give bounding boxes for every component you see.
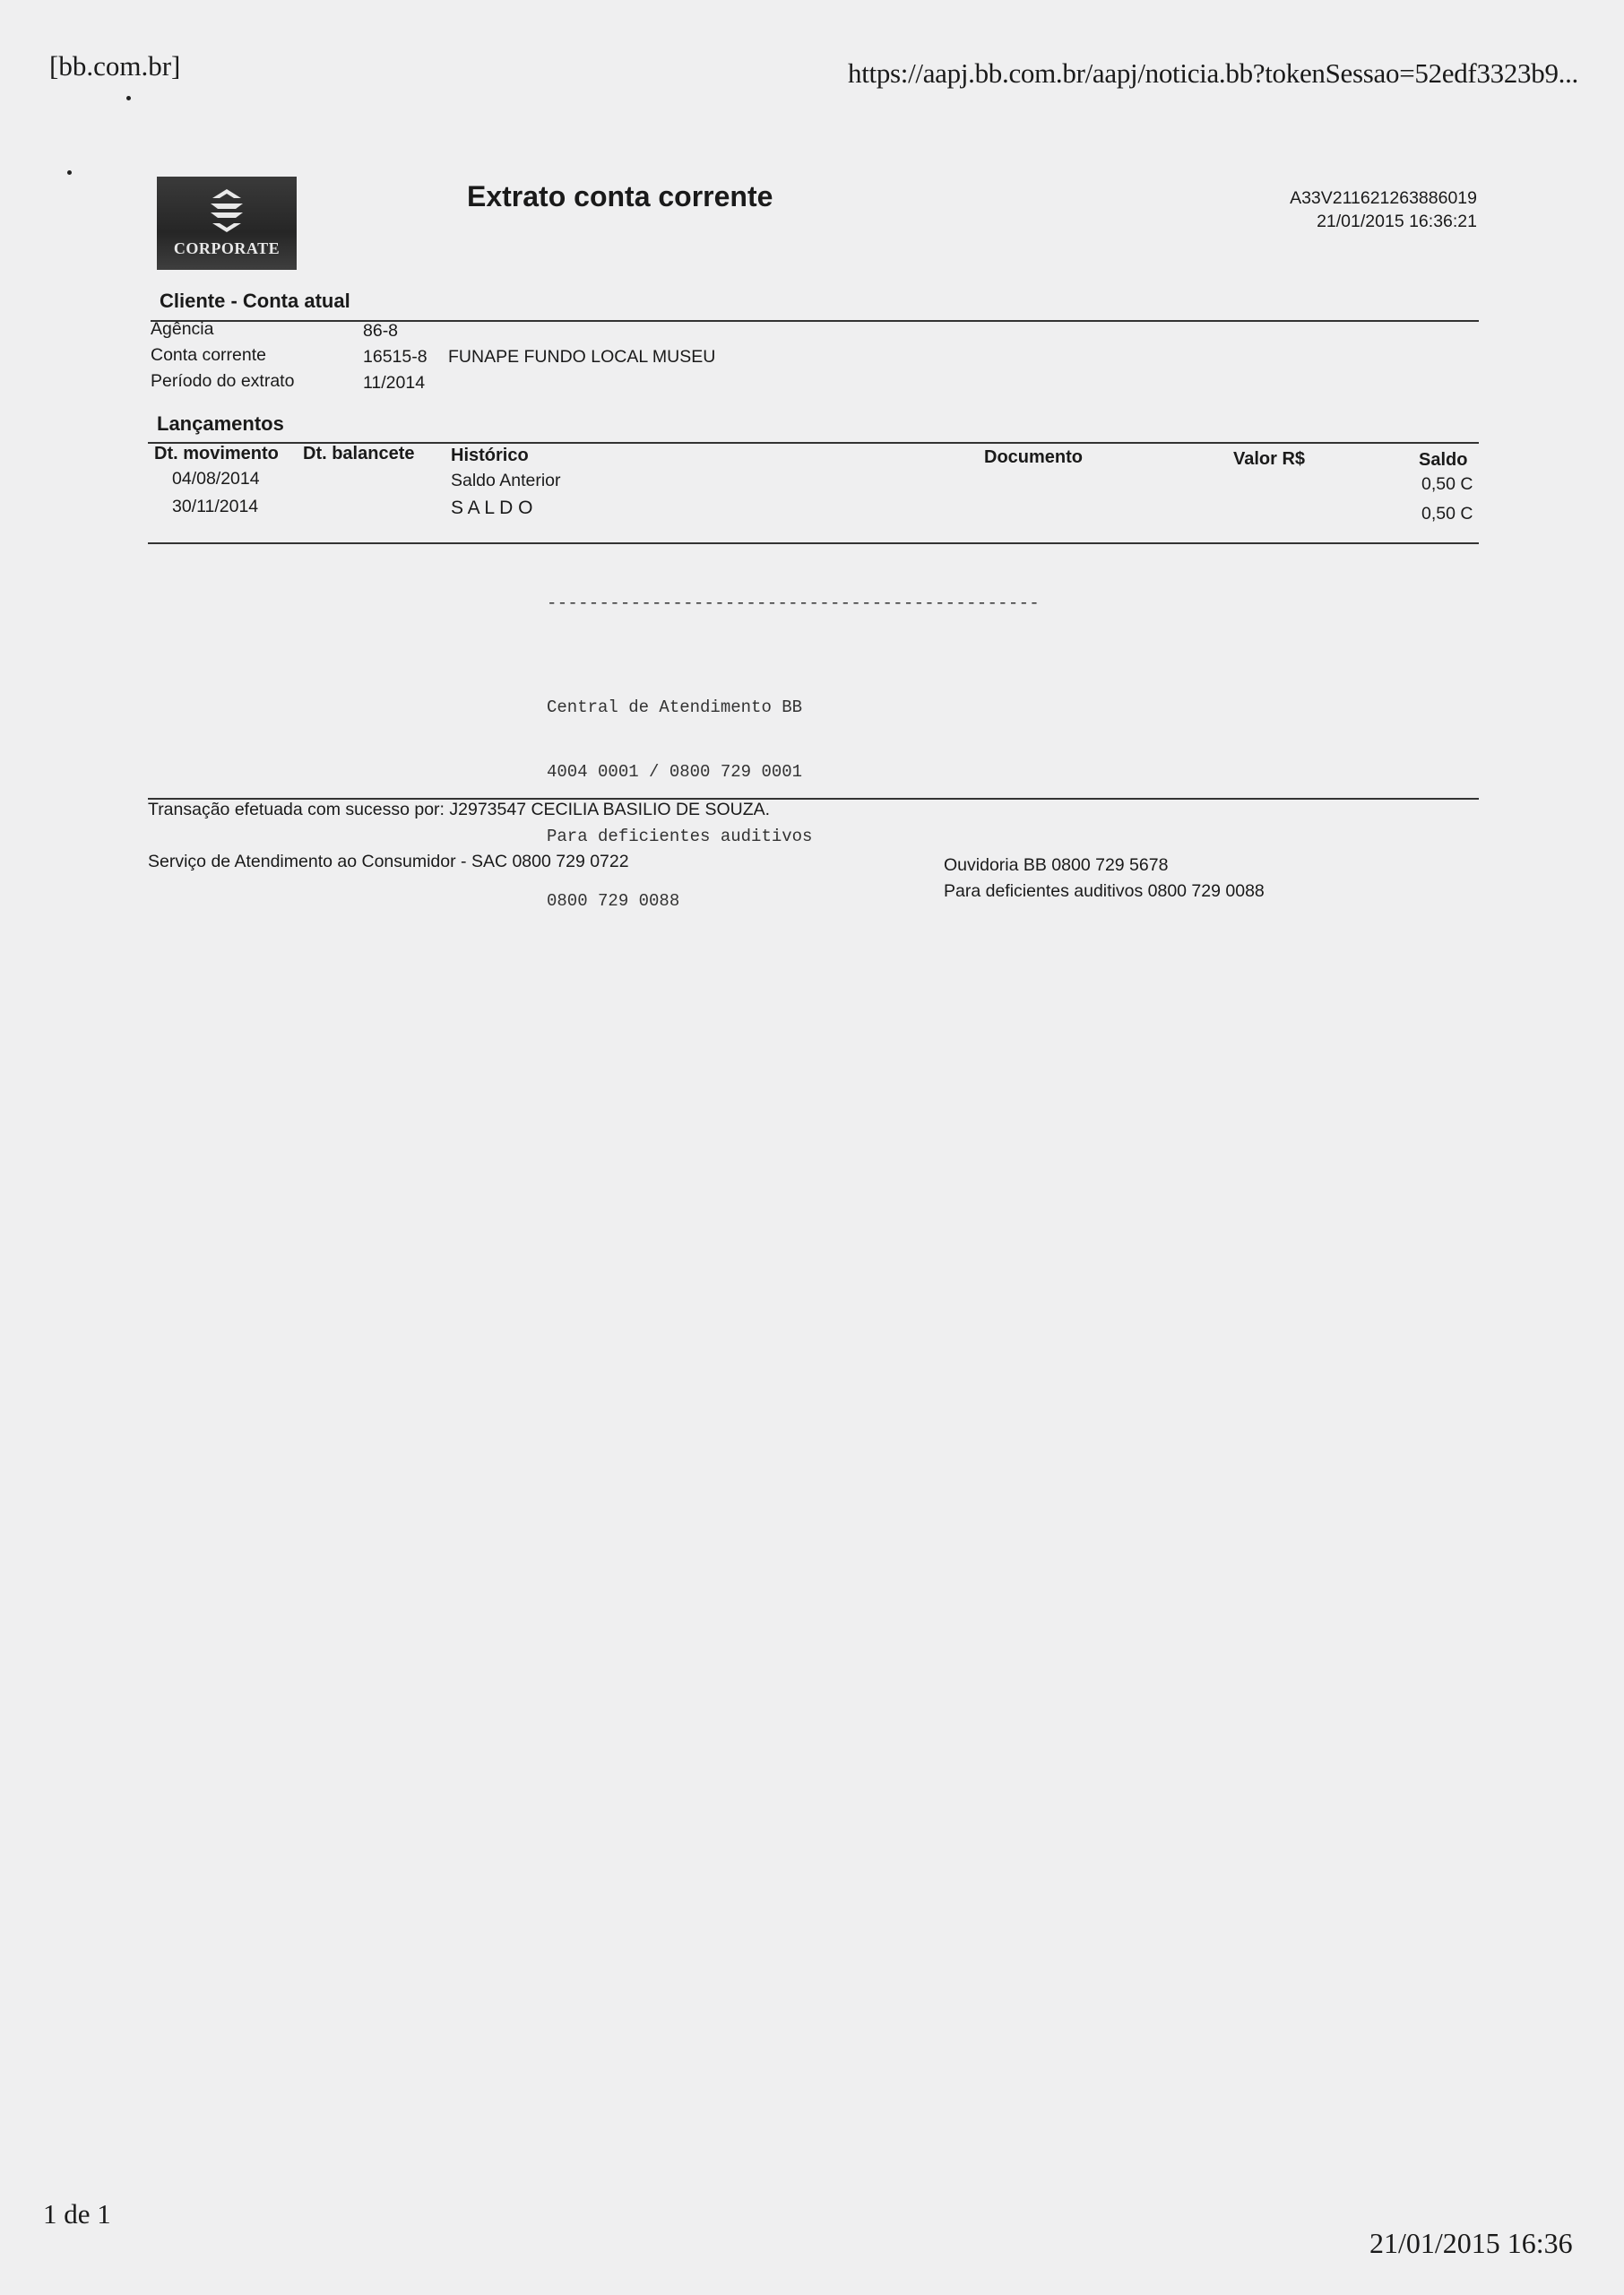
dashed-separator: ----------------------------------------------- [547, 593, 1040, 613]
page-title: Extrato conta corrente [467, 180, 773, 212]
entry-saldo: 0,50 C [1421, 504, 1473, 524]
bb-corporate-logo [157, 177, 297, 270]
scan-speck [67, 170, 72, 175]
client-section-title: Cliente - Conta atual [160, 290, 350, 312]
document-id: A33V211621263886019 [1290, 188, 1477, 208]
document-datetime: 21/01/2015 16:36:21 [1317, 212, 1477, 231]
client-value-conta: 16515-8 [363, 347, 428, 367]
sac-contact: Serviço de Atendimento ao Consumidor - SAC 0800 729 0722 [148, 852, 629, 871]
client-account-name: FUNAPE FUNDO LOCAL MUSEU [448, 347, 716, 367]
divider [148, 542, 1479, 544]
browser-url[interactable]: https://aapj.bb.com.br/aapj/noticia.bb?tokenSessao=52edf3323b9... [848, 57, 1579, 89]
column-header-saldo: Saldo [1419, 450, 1468, 470]
divider [151, 320, 1479, 322]
column-header-dt-movimento: Dt. movimento [154, 444, 279, 463]
entries-section-title: Lançamentos [157, 412, 284, 435]
page-counter: 1 de 1 [43, 2198, 111, 2230]
central-line: Para deficientes auditivos [547, 827, 813, 846]
client-label-periodo: Período do extrato [151, 371, 295, 391]
column-header-dt-balancete: Dt. balancete [303, 444, 415, 463]
entry-saldo: 0,50 C [1421, 474, 1473, 494]
entry-historico: S A L D O [451, 498, 533, 518]
deficientes-contact: Para deficientes auditivos 0800 729 0088 [944, 881, 1265, 901]
entry-dt-movimento: 04/08/2014 [172, 469, 260, 489]
print-datetime: 21/01/2015 16:36 [1369, 2227, 1573, 2259]
scan-speck [126, 96, 131, 100]
entry-historico: Saldo Anterior [451, 471, 561, 490]
document-id-block [1075, 186, 1477, 233]
logo-label: CORPORATE [173, 239, 281, 257]
transaction-confirmation: Transação efetuada com sucesso por: J2973547 CECILIA BASILIO DE SOUZA. [148, 800, 771, 819]
entry-dt-movimento: 30/11/2014 [172, 497, 259, 516]
central-atendimento-block [547, 654, 812, 933]
column-header-valor: Valor R$ [1233, 449, 1306, 469]
central-line: Central de Atendimento BB [547, 697, 803, 717]
bb-logo-icon [202, 186, 252, 236]
central-line: 0800 729 0088 [547, 891, 680, 911]
browser-site-label: [bb.com.br] [49, 50, 181, 82]
client-value-agencia: 86-8 [363, 321, 399, 341]
client-label-agencia: Agência [151, 319, 214, 339]
client-label-conta: Conta corrente [151, 345, 266, 365]
column-header-documento: Documento [984, 447, 1083, 467]
column-header-historico: Histórico [451, 446, 529, 465]
ouvidoria-contact: Ouvidoria BB 0800 729 5678 [944, 855, 1169, 875]
central-line: 4004 0001 / 0800 729 0001 [547, 762, 803, 782]
client-value-periodo: 11/2014 [363, 373, 426, 393]
